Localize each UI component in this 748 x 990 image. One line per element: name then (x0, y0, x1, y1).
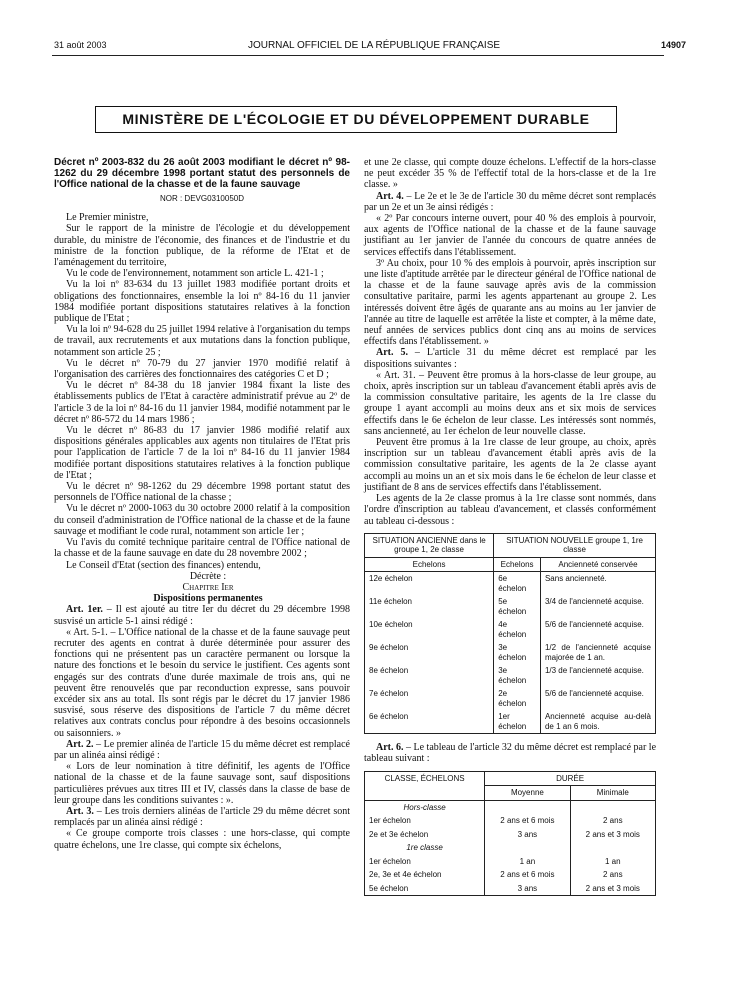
para-11: Le Conseil d'Etat (section des finances) entendu, (66, 559, 261, 571)
decrete: Décrète : (189, 570, 227, 582)
article-1 (54, 604, 350, 626)
t1-anciennete: 1/2 de l'ancienneté acquise majorée de 1 an. (540, 641, 655, 664)
article-3-text: – Les trois derniers alinéas de l'article 29 du même décret sont remplacés par un alinéa ainsi rédigé : (54, 805, 350, 829)
t2-row (365, 814, 656, 828)
classification-table (364, 533, 656, 735)
t1-old-echelon: 9e échelon (365, 641, 494, 664)
article-31-quote: « Art. 31. – Peuvent être promus à la hors-classe de leur groupe, au choix, après inscription sur un tableau d'avancement établi après avis de la commission consultative paritaire, les agents de la 1re classe du groupe 1 ayant accompli au moins deux ans et six mois de services effectifs dans le 6e échelon de leur classe. Les intéressés sont nommés, sans ancienneté, au 1er échelon de leur nouvelle classe. (364, 369, 656, 437)
continued-text: et une 2e classe, qui compte douze échelons. L'effectif de la hors-classe ne peut excéder 35 % de l'effectif total de la hors-classe et de la 1re classe. » (364, 157, 656, 191)
t2-group-title: 1re classe (365, 841, 485, 855)
t2-minimale: 2 ans et 3 mois (570, 828, 655, 842)
article-6-label: Art. 6. (376, 742, 404, 754)
t2-moyenne: 3 ans (485, 882, 570, 896)
article-2-text: – Le premier alinéa de l'article 15 du même décret est remplacé par un alinéa ainsi rédigé : (54, 738, 350, 761)
t2-row (365, 868, 656, 882)
t2-moyenne: 2 ans et 6 mois (485, 814, 570, 828)
t1-new-echelon: 5e échelon (494, 595, 541, 618)
t1-anciennete: 3/4 de l'ancienneté acquise. (540, 595, 655, 618)
t2-minimale: 1 an (570, 855, 655, 869)
article-5-1-quote: « Art. 5-1. – L'Office national de la chasse et de la faune sauvage peut recruter des agents en contrat à durée déterminée pour assurer des fonctions qui ne présentent pas un caractère permanent ou lorsque la nature des fonctions et le besoin du service le justifient. Ces agents sont engagés sur des contrats d'une durée maximale de trois ans, qui ne peuvent être renouvelés que par reconduction expresse, sans pouvoir excéder six ans au total. Ils sont régis par le décret du 17 janvier 1986 susvisé, sous réserve des dispositions de l'article 7 du même décret relatives aux contrats conclus pour répondre à des besoins occasionnels ou saisonniers. » (54, 626, 350, 739)
t1-anciennete: Ancienneté acquise au-delà de 1 an 6 mois. (540, 710, 655, 734)
article-1-label: Art. 1er. (66, 604, 103, 616)
t1-old-echelon: 7e échelon (365, 687, 494, 710)
t2-moyenne: 1 an (485, 855, 570, 869)
para-4: Vu la loi nº 94-628 du 25 juillet 1994 relative à l'organisation du temps de travail, aux recrutements et aux mutations dans la fonction publique, notamment son article 25 ; (54, 324, 350, 358)
chapter-title: Dispositions permanentes (153, 593, 263, 605)
t2-row (365, 882, 656, 896)
t1-old-echelon: 11e échelon (365, 595, 494, 618)
para-0: Le Premier ministre, (66, 212, 149, 224)
t1-anciennete: 5/6 de l'ancienneté acquise. (540, 687, 655, 710)
article-3 (54, 806, 350, 828)
t2-moyenne: 3 ans (485, 828, 570, 842)
t2-group-title: Hors-classe (365, 800, 485, 814)
article-4-label: Art. 4. (376, 190, 404, 202)
t2-group-row (365, 800, 656, 814)
t2-body (365, 800, 656, 896)
t2-echelon: 1er échelon (365, 855, 485, 869)
decree-title: Décret nº 2003-832 du 26 août 2003 modifiant le décret nº 98-1262 du 29 décembre 1998 portant statut des personnels de l'Office national de la chasse et de la faune sauvage (54, 157, 350, 190)
t1-new-echelon: 3e échelon (494, 641, 541, 664)
t2-header-duree: DURÉE (485, 771, 656, 786)
chapter-heading: Chapitre Ier (182, 581, 234, 593)
t2-empty (485, 841, 570, 855)
t1-row (365, 664, 656, 687)
article-2-label: Art. 2. (66, 738, 94, 750)
t2-echelon: 1er échelon (365, 814, 485, 828)
para-10: Vu l'avis du comité technique paritaire central de l'Office national de la chasse et de la faune sauvage en date du 28 novembre 2002 ; (54, 537, 350, 560)
article-3-quote: « Ce groupe comporte trois classes : une hors-classe, qui compte quatre échelons, une 1re classe, qui compte six échelons, (54, 828, 350, 851)
t1-header-anciennete: Ancienneté conservée (540, 557, 655, 572)
para-7: Vu le décret nº 86-83 du 17 janvier 1986 modifié relatif aux dispositions générales applicables aux agents non titulaires de l'Etat pris pour l'application de l'article 7 de la loi nº 84-16 du 11 janvier 1984 modifiée portant dispositions statutaires relatives à la fonction publique de l'Etat ; (54, 425, 350, 481)
t2-moyenne: 2 ans et 6 mois (485, 868, 570, 882)
right-column (364, 157, 656, 904)
t1-new-echelon: 6e échelon (494, 572, 541, 596)
t2-header-classe: CLASSE, ÉCHELONS (365, 771, 485, 800)
t2-echelon: 2e et 3e échelon (365, 828, 485, 842)
para-1: Sur le rapport de la ministre de l'écologie et du développement durable, du ministre de l'économie, des finances et de l'industrie et du ministre de la fonction publique, de la réforme de l'Etat et de l'aménagement du territoire, (54, 223, 350, 269)
header-date: 31 août 2003 (54, 40, 107, 50)
t1-body (365, 572, 656, 734)
t2-group-row (365, 841, 656, 855)
t1-row (365, 595, 656, 618)
article-4-text: – Le 2e et le 3e de l'article 30 du même décret sont remplacés par un 2e et un 3e ainsi rédigés : (364, 190, 656, 213)
article-31-para-c: Les agents de la 2e classe promus à la 1re classe sont nommés, dans l'ordre d'inscription au tableau d'avancement, et classés conformément au tableau ci-dessous : (364, 493, 656, 527)
t2-empty (570, 800, 655, 814)
t2-row (365, 855, 656, 869)
t1-row (365, 687, 656, 710)
para-3: Vu la loi nº 83-634 du 13 juillet 1983 modifiée portant droits et obligations des fonctionnaires, ensemble la loi nº 84-16 du 11 janvier 1984 modifiée portant dispositions statutaires relatives à la fonction publique de l'Etat ; (54, 279, 350, 325)
para-2: Vu le code de l'environnement, notamment son article L. 421-1 ; (66, 268, 324, 280)
t1-old-echelon: 8e échelon (365, 664, 494, 687)
article-4-quote-1: « 2º Par concours interne ouvert, pour 40 % des emplois à pourvoir, aux agents de l'Office national de la chasse et de la faune sauvage justifiant au 1er janvier de l'année du concours de quatre années de services effectifs dans l'établissement. (364, 213, 656, 258)
t1-new-echelon: 3e échelon (494, 664, 541, 687)
t1-row (365, 618, 656, 641)
article-5-label: Art. 5. (376, 347, 408, 359)
article-1-text: – Il est ajouté au titre Ier du décret du 29 décembre 1998 susvisé un article 5-1 ainsi rédigé : (54, 604, 350, 627)
t1-header-old: SITUATION ANCIENNE dans le groupe 1, 2e classe (365, 533, 494, 557)
t1-header-echelons-new: Echelons (494, 557, 541, 572)
nor-reference: NOR : DEVG0310050D (159, 194, 245, 203)
article-31-para-b: Peuvent être promus à la 1re classe de leur groupe, au choix, après inscription sur un tableau d'avancement établi après avis de la commission consultative paritaire, les agents de la 2e classe ayant accompli au moins un an et six mois dans le 6e échelon de leur classe et justifiant de 8 ans de services effectifs dans l'établissement. (364, 437, 656, 493)
t2-echelon: 2e, 3e et 4e échelon (365, 868, 485, 882)
t1-new-echelon: 4e échelon (494, 618, 541, 641)
header-rule (52, 55, 664, 56)
t2-header-minimale: Minimale (570, 786, 655, 801)
article-5-text: – L'article 31 du même décret est remplacé par les dispositions suivantes : (364, 347, 657, 370)
article-2-quote: « Lors de leur nomination à titre définitif, les agents de l'Office national de la chasse et de la faune sauvage sont, sauf dispositions particulières prévues aux titres III et IV, classés dans la classe de base de leur groupe dans les conditions suivantes : ». (54, 761, 350, 806)
header-journal: JOURNAL OFFICIEL DE LA RÉPUBLIQUE FRANÇAISE (247, 40, 501, 51)
t1-anciennete: Sans ancienneté. (540, 572, 655, 596)
article-4-quote-2: 3º Au choix, pour 10 % des emplois à pourvoir, après inscription sur une liste d'aptitude arrêtée par le directeur général de l'Office national de la chasse et de la faune sauvage après avis de la commission consultative paritaire, parmi les agents appartenant au groupe 2. Les intéressés doivent être âgés de quarante ans au moins au 1er janvier de l'année au titre de laquelle est arrêtée la liste et compter, à la même date, neuf années de services publics dont cinq ans au moins de services effectifs dans l'établissement. » (364, 257, 656, 348)
para-8: Vu le décret nº 98-1262 du 29 décembre 1998 portant statut des personnels de l'Office national de la chasse ; (54, 481, 350, 504)
t1-header-echelons: Echelons (365, 557, 494, 572)
t1-row (365, 710, 656, 734)
t2-empty (570, 841, 655, 855)
para-9: Vu le décret nº 2000-1063 du 30 octobre 2000 relatif à la composition du conseil d'administration de l'Office national de la chasse et de la faune sauvage et modifiant le code rural, notamment son article 1er ; (54, 503, 350, 537)
header-page-number: 14907 (660, 40, 686, 50)
ministry-banner: MINISTÈRE DE L'ÉCOLOGIE ET DU DÉVELOPPEMENT DURABLE (95, 106, 617, 133)
t2-row (365, 828, 656, 842)
t1-header-new: SITUATION NOUVELLE groupe 1, 1re classe (494, 533, 656, 557)
para-6: Vu le décret nº 84-38 du 18 janvier 1984 fixant la liste des établissements publics de l'Etat à caractère administratif prévue au 2º de l'article 3 de la loi nº 84-16 du 11 janvier 1984, modifié notamment par le décret nº 86-572 du 14 mars 1986 ; (54, 380, 350, 425)
t1-new-echelon: 2e échelon (494, 687, 541, 710)
article-5 (364, 347, 656, 369)
t2-minimale: 2 ans et 3 mois (570, 882, 655, 896)
duration-table (364, 771, 656, 897)
t2-minimale: 2 ans (570, 868, 655, 882)
t1-new-echelon: 1er échelon (494, 710, 541, 734)
article-6-text: – Le tableau de l'article 32 du même décret est remplacé par le tableau suivant : (364, 742, 657, 765)
t1-old-echelon: 12e échelon (365, 572, 494, 596)
article-6 (364, 742, 656, 764)
t1-old-echelon: 10e échelon (365, 618, 494, 641)
t1-old-echelon: 6e échelon (365, 710, 494, 734)
article-4 (364, 191, 656, 213)
left-column (54, 157, 350, 851)
para-5: Vu le décret nº 70-79 du 27 janvier 1970 modifié relatif à l'organisation des carrières des fonctionnaires des catégories C et D ; (54, 357, 350, 381)
t1-anciennete: 1/3 de l'ancienneté acquise. (540, 664, 655, 687)
article-3-label: Art. 3. (66, 805, 94, 817)
t2-echelon: 5e échelon (365, 882, 485, 896)
t1-row (365, 572, 656, 596)
t2-empty (485, 800, 570, 814)
t2-minimale: 2 ans (570, 814, 655, 828)
t1-row (365, 641, 656, 664)
t2-header-moyenne: Moyenne (485, 786, 570, 801)
article-2 (54, 739, 350, 761)
t1-anciennete: 5/6 de l'ancienneté acquise. (540, 618, 655, 641)
